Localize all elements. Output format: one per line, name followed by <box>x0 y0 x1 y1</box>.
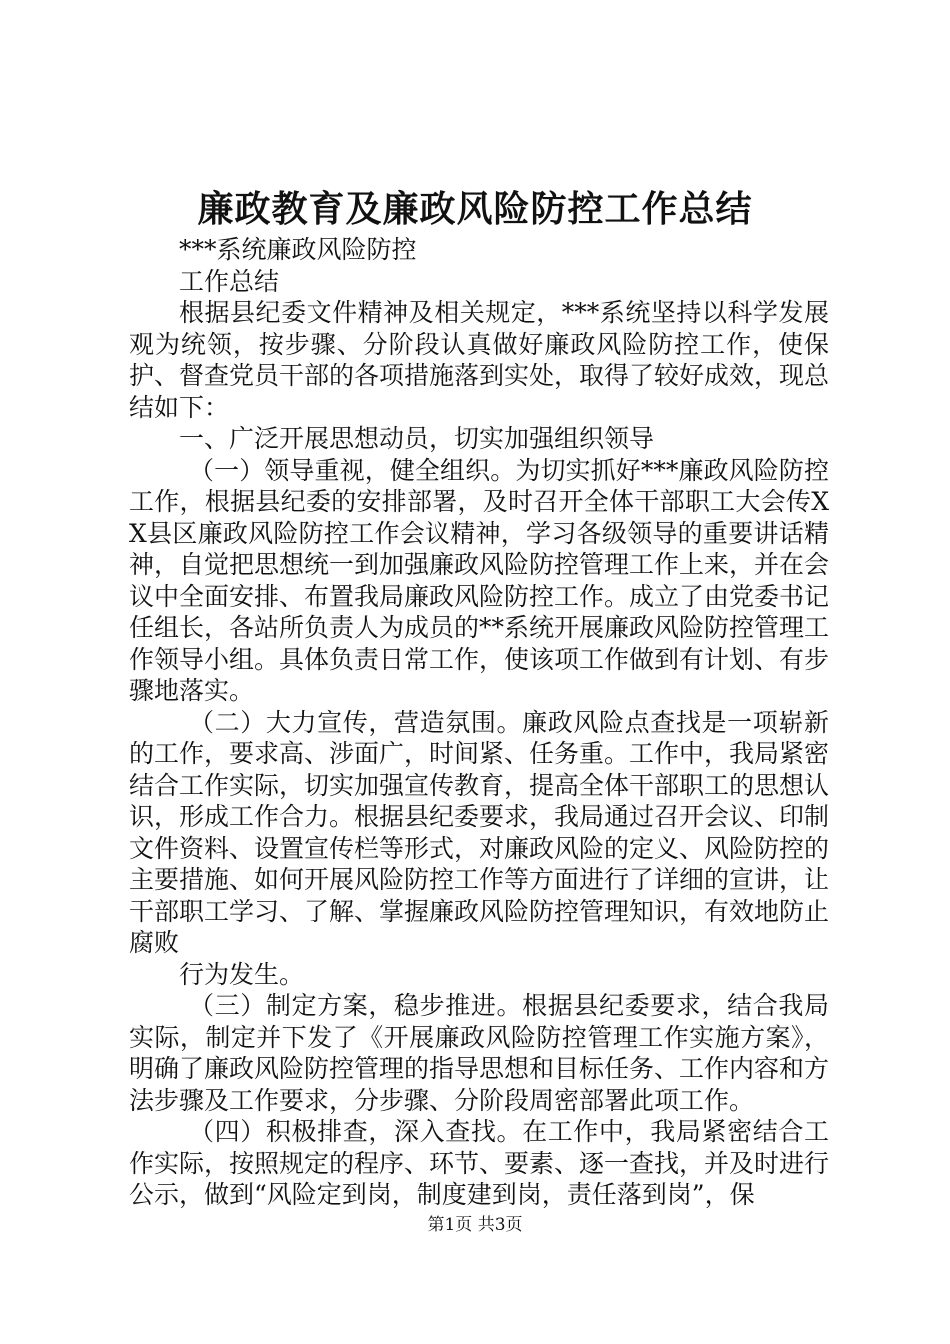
document-title: 廉政教育及廉政风险防控工作总结 <box>197 189 753 230</box>
subtitle-line-1: ***系统廉政风险防控 <box>179 235 417 264</box>
subtitle-line-2: 工作总结 <box>179 266 280 296</box>
subsection-paragraph-2: （二）大力宣传，营造氛围。廉政风险点查找是一项崭新的工作，要求高、涉面广，时间紧、任务重。工作中，我局紧密结合工作实际，切实加强宣传教育，提高全体干部职工的思想认识，形成工作合力。根据县纪委要求，我局通过召开会议、印制文件资料、设置宣传栏等形式，对廉政风险的定义、风险防控的主要措施、如何开展风险防控工作等方面进行了详细的宣讲，让干部职工学习、了解、掌握廉政风险防控管理知识，有效地防止腐败 <box>129 707 830 957</box>
section-heading-1: 一、广泛开展思想动员，切实加强组织领导 <box>179 424 655 453</box>
subsection-paragraph-1: （一）领导重视，健全组织。为切实抓好***廉政风险防控工作，根据县纪委的安排部署，及时召开全体干部职工大会传XX县区廉政风险防控工作会议精神，学习各级领导的重要讲话精神，自觉把思想统一到加强廉政风险防控管理工作上来，并在会议中全面安排、布置我局廉政风险防控工作。成立了由党委书记任组长，各站所负责人为成员的**系统开展廉政风险防控管理工作领导小组。具体负责日常工作，使该项工作做到有计划、有步骤地落实。 <box>129 455 830 705</box>
document-body <box>129 234 829 1211</box>
intro-paragraph: 根据县纪委文件精神及相关规定，***系统坚持以科学发展观为统领，按步骤、分阶段认真做好廉政风险防控工作，使保护、督查党员干部的各项措施落到实处，取得了较好成效，现总结如下： <box>129 298 830 422</box>
page-number-footer: 第1页 共3页 <box>427 1215 523 1235</box>
subsection-paragraph-4: （四）积极排查，深入查找。在工作中，我局紧密结合工作实际，按照规定的程序、环节、要素、逐一查找，并及时进行公示，做到“风险定到岗，制度建到岗，责任落到岗”，保 <box>129 1117 830 1209</box>
continuation-line: 行为发生。 <box>179 959 305 989</box>
subsection-paragraph-3: （三）制定方案，稳步推进。根据县纪委要求，结合我局实际，制定并下发了《开展廉政风险防控管理工作实施方案》，明确了廉政风险防控管理的指导思想和目标任务、工作内容和方法步骤及工作要求，分步骤、分阶段周密部署此项工作。 <box>129 991 830 1115</box>
